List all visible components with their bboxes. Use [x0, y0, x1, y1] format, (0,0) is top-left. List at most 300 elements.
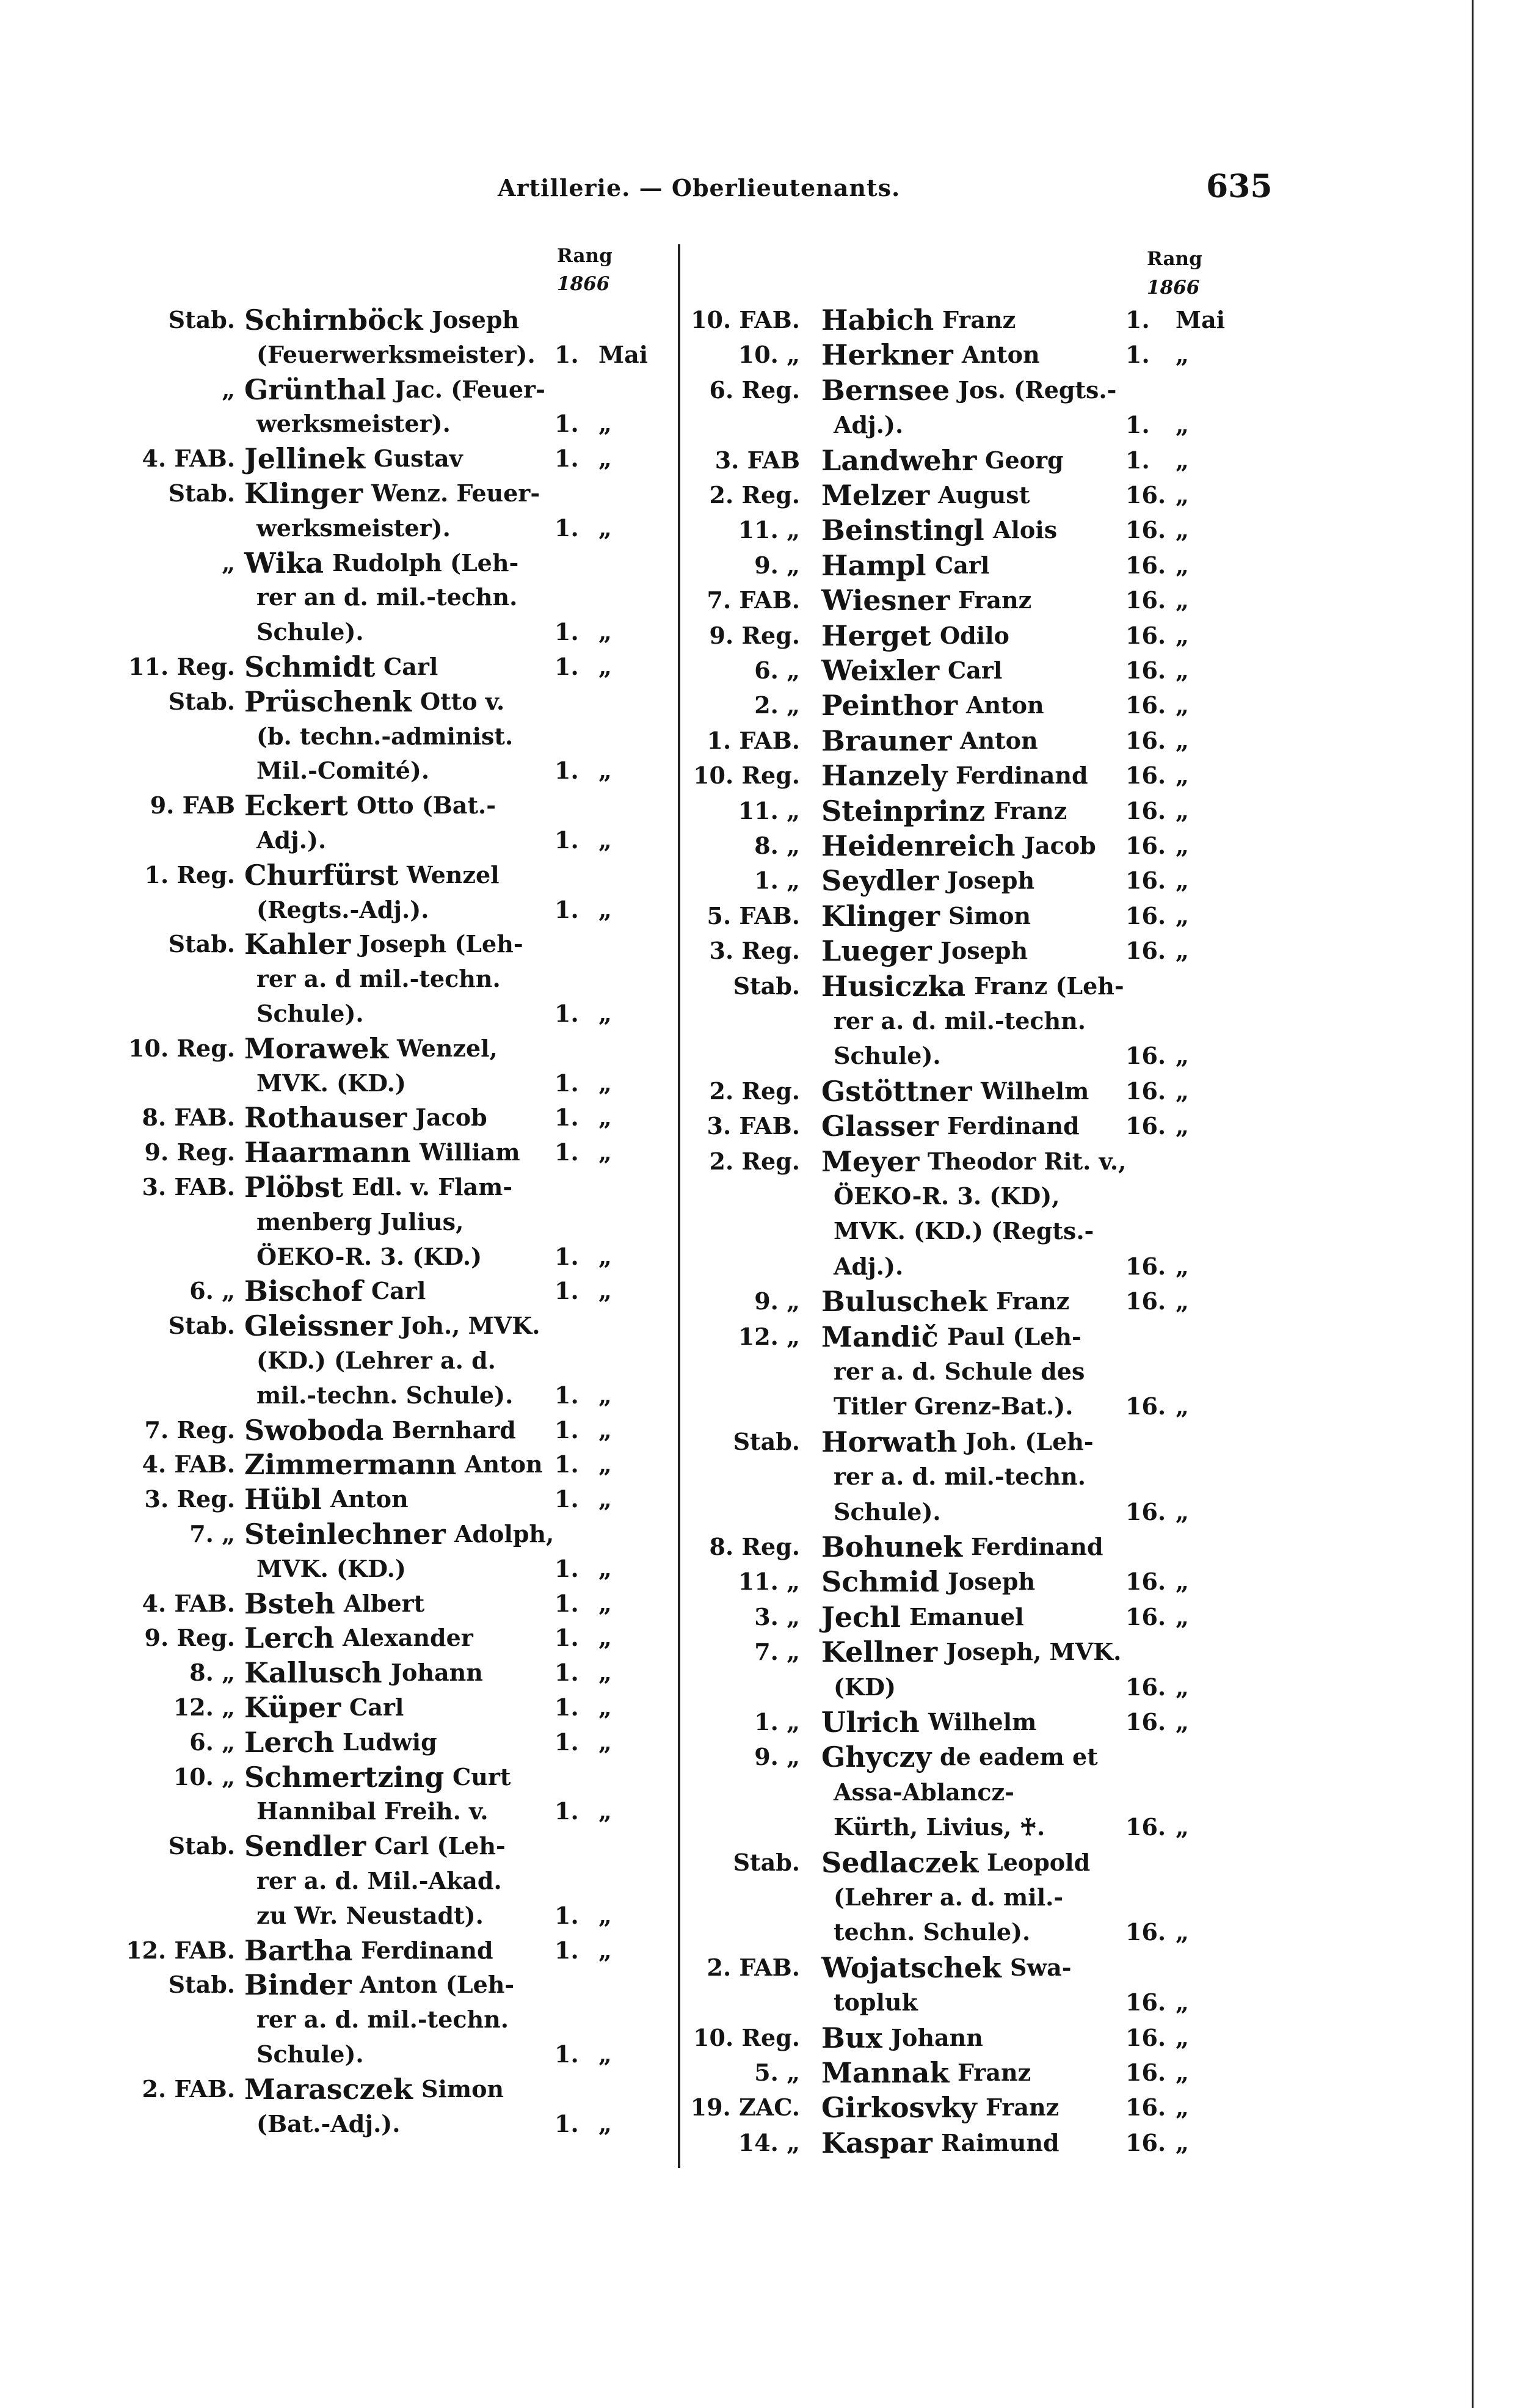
given-name: Wenzel, [397, 1034, 498, 1062]
rank-month: „ [1176, 621, 1189, 649]
rank-month: „ [1176, 1042, 1189, 1070]
continuation-text: Schule). [834, 1042, 941, 1070]
rank-month: „ [598, 1554, 612, 1582]
unit: 6. Reg. [709, 376, 800, 404]
unit: 5. FAB. [707, 901, 800, 929]
continuation-text: MVK. (KD.) [256, 1554, 406, 1582]
left-entry-row [110, 1552, 666, 1586]
right-entry-row [687, 829, 1234, 863]
unit: 4. FAB. [142, 445, 235, 473]
surname: Jellinek [244, 442, 366, 476]
unit: 9. Reg. [144, 1624, 235, 1652]
rank-day: 16. [1125, 1042, 1166, 1070]
left-entry-row [110, 1135, 666, 1169]
rank-day: 16. [1125, 1673, 1166, 1701]
rank-day: 16. [1125, 796, 1166, 824]
given-name: Franz [994, 796, 1067, 824]
unit: Stab. [168, 1312, 235, 1340]
rank-month: „ [598, 1450, 612, 1479]
unit: 2. Reg. [709, 481, 800, 509]
right-entry-row [687, 1495, 1234, 1529]
rank-month: „ [1176, 726, 1189, 754]
unit: Stab. [168, 306, 235, 333]
rank-month: „ [598, 1000, 612, 1027]
continuation-text: Schule). [256, 618, 364, 646]
given-name: August [938, 481, 1030, 509]
continuation-text: rer an d. mil.-techn. [256, 583, 518, 611]
left-entry-row [110, 1205, 666, 1239]
rank-month: „ [598, 1381, 612, 1409]
rank-month: „ [1176, 762, 1189, 790]
given-name: Anton [962, 341, 1040, 369]
right-entry-row [687, 1074, 1234, 1108]
left-entry-row [110, 1240, 666, 1274]
surname: Zimmermann [244, 1448, 457, 1482]
surname: Binder [244, 1968, 352, 2002]
rank-day: 16. [1125, 1112, 1166, 1140]
given-name: Ferdinand [956, 762, 1088, 790]
surname: Seydler [821, 864, 939, 898]
continuation-text: Hannibal Freih. v. [256, 1797, 489, 1825]
rank-month: „ [598, 1624, 612, 1652]
given-name: Otto v. [420, 687, 505, 715]
rank-day: 1. [1125, 341, 1150, 369]
given-name: de eadem et [940, 1743, 1098, 1771]
given-name: Alois [993, 516, 1058, 544]
given-name: Anton (Leh- [360, 1971, 515, 1999]
left-entry-row [110, 788, 666, 823]
rank-day: 16. [1125, 1988, 1166, 2017]
given-name: Carl [383, 653, 438, 680]
unit: 11. „ [738, 516, 800, 544]
rank-day: 16. [1125, 901, 1166, 929]
given-name: Rudolph (Leh- [332, 548, 519, 577]
rank-day: 1. [554, 1104, 579, 1132]
unit: 11. Reg. [128, 653, 235, 680]
continuation-text: techn. Schule). [834, 1918, 1031, 1946]
rank-month: „ [598, 1589, 612, 1617]
rank-month: „ [598, 757, 612, 785]
rank-day: 1. [554, 1277, 579, 1305]
unit: 1. Reg. [144, 860, 235, 889]
rank-day: 1. [554, 1381, 579, 1409]
surname: Schirnböck [244, 304, 423, 336]
continuation-text: (Regts.-Adj.). [256, 895, 429, 923]
right-entry-row [687, 338, 1234, 372]
left-entry-row [110, 1066, 666, 1100]
right-entry-row [687, 1249, 1234, 1284]
right-entry-row [687, 443, 1234, 478]
continuation-text: Adj.). [834, 1252, 904, 1280]
given-name: Jacob [1024, 832, 1096, 859]
surname: Klinger [244, 477, 363, 510]
rank-month: „ [598, 1104, 612, 1132]
left-entry-row [110, 1864, 666, 1898]
rank-month: „ [1176, 1287, 1189, 1315]
unit: 9. „ [754, 1743, 800, 1771]
unit: 12. „ [738, 1322, 800, 1350]
rank-day: 16. [1125, 1813, 1166, 1841]
right-entry-row [687, 1214, 1234, 1248]
surname: Mannak [821, 2056, 950, 2089]
surname: Glasser [821, 1110, 939, 1143]
continuation-text: werksmeister). [256, 410, 451, 438]
rank-day: 1. [554, 1728, 579, 1756]
continuation-text: werksmeister). [256, 514, 451, 542]
unit: Stab. [168, 1832, 235, 1860]
given-name: Curt [453, 1762, 511, 1791]
left-entry-row [110, 1621, 666, 1655]
right-entry-row [687, 1880, 1234, 1915]
unit: 7. „ [189, 1520, 235, 1548]
left-entry-row [110, 615, 666, 649]
given-name: Joseph [947, 867, 1035, 895]
left-entry-row [110, 1447, 666, 1482]
unit: Stab. [168, 479, 235, 507]
rank-day: 1. [554, 1485, 579, 1513]
rank-day: 1. [554, 410, 579, 438]
rank-month: „ [1176, 1673, 1189, 1701]
unit: Stab. [733, 972, 800, 1000]
right-entry-row [687, 1284, 1234, 1319]
rank-month: „ [1176, 1252, 1189, 1280]
given-name: Ferdinand [947, 1112, 1080, 1140]
surname: Beinstingl [821, 514, 984, 547]
rank-month: „ [1176, 446, 1189, 474]
rank-day: 1. [554, 1069, 579, 1097]
left-entry-row [110, 1933, 666, 1968]
unit: 2. „ [754, 691, 800, 719]
surname: Schmid [821, 1565, 939, 1599]
continuation-text: (Lehrer a. d. mil.- [834, 1883, 1064, 1911]
rank-month: „ [598, 1728, 612, 1756]
surname: Klinger [821, 899, 940, 933]
left-entry-row [110, 1170, 666, 1204]
surname: Girkosvky [821, 2091, 977, 2125]
given-name: Gustav [374, 445, 463, 473]
rank-month: Mai [598, 340, 649, 368]
unit: 8. Reg. [709, 1533, 800, 1560]
right-entry-row [687, 1530, 1234, 1564]
rank-day: 16. [1125, 867, 1166, 895]
given-name: Joseph [948, 1568, 1036, 1596]
rank-month: „ [1176, 691, 1189, 719]
unit: 7. FAB. [707, 586, 800, 614]
surname: Gstöttner [821, 1074, 972, 1108]
rank-day: 16. [1125, 1497, 1166, 1526]
rank-day: 1. [554, 2109, 579, 2137]
unit: 10. FAB. [691, 306, 800, 333]
rank-month: „ [1176, 1813, 1189, 1841]
given-name: Simon [421, 2075, 504, 2103]
surname: Weixler [821, 654, 940, 687]
rank-day: 1. [554, 514, 579, 542]
right-entry-row [687, 864, 1234, 898]
right-entry-row [687, 1144, 1234, 1179]
unit: 10. „ [738, 341, 800, 369]
rank-month: „ [598, 1693, 612, 1721]
unit: 14. „ [738, 2128, 800, 2156]
given-name: Georg [985, 446, 1064, 474]
unit: 7. „ [754, 1638, 800, 1666]
surname: Melzer [821, 479, 930, 512]
left-entry-row [110, 1760, 666, 1794]
unit: 1. „ [754, 1708, 800, 1736]
continuation-text: menberg Julius, [256, 1207, 464, 1235]
rank-day: 16. [1125, 2059, 1166, 2086]
right-entry-row [687, 1179, 1234, 1213]
rank-month: „ [598, 1797, 612, 1825]
rank-day: 1. [554, 1450, 579, 1479]
left-entry-row [110, 1517, 666, 1551]
unit: 12. „ [173, 1693, 235, 1721]
continuation-text: rer a. d. Schule des [834, 1358, 1085, 1385]
left-entry-row [110, 650, 666, 684]
continuation-text: Adj.). [834, 411, 904, 439]
left-column [110, 303, 666, 2184]
left-entry-row [110, 303, 666, 337]
rank-day: 16. [1125, 2093, 1166, 2122]
rank-day: 1. [554, 1138, 579, 1166]
left-entry-row [110, 858, 666, 892]
given-name: Wilhelm [928, 1708, 1037, 1736]
rank-month: „ [1176, 341, 1189, 369]
continuation-text: Schule). [256, 1000, 364, 1027]
given-name: Emanuel [909, 1602, 1024, 1631]
right-entry-row [687, 1004, 1234, 1038]
given-name: Jacob [415, 1104, 487, 1132]
rank-day: 16. [1125, 726, 1166, 754]
rank-day: 1. [554, 826, 579, 854]
left-entry-row [110, 1100, 666, 1135]
rank-month: „ [1176, 1918, 1189, 1946]
continuation-text: MVK. (KD.) [256, 1069, 406, 1097]
surname: Wiesner [821, 584, 950, 617]
rank-day: 1. [1125, 306, 1150, 333]
unit: 1. „ [754, 867, 800, 895]
given-name: Franz [958, 2059, 1031, 2086]
continuation-text: Schule). [256, 2040, 364, 2068]
given-name: Edl. v. Flam- [352, 1173, 513, 1201]
left-entry-row [110, 719, 666, 754]
rank-month: „ [1176, 832, 1189, 859]
left-entry-row [110, 1309, 666, 1343]
left-entry-row [110, 893, 666, 927]
rank-month: „ [598, 1416, 612, 1444]
rank-day: 16. [1125, 691, 1166, 719]
left-entry-row [110, 2037, 666, 2072]
right-entry-row [687, 2126, 1234, 2160]
surname: Lerch [244, 1725, 335, 1759]
surname: Brauner [821, 724, 952, 757]
unit: 8. „ [189, 1659, 235, 1687]
given-name: Joseph [940, 937, 1028, 965]
given-name: Franz [942, 306, 1016, 333]
column-divider [678, 244, 680, 2168]
surname: Jechl [821, 1600, 901, 1634]
continuation-text: rer a. d mil.-techn. [256, 965, 501, 993]
surname: Husiczka [821, 969, 966, 1003]
continuation-text: Adj.). [256, 826, 327, 854]
unit: 2. Reg. [709, 1147, 800, 1175]
given-name: Carl [349, 1693, 404, 1721]
left-entry-row [110, 511, 666, 545]
given-name: Joseph (Leh- [359, 930, 523, 958]
unit: 11. „ [738, 796, 800, 824]
rank-month: „ [1176, 1392, 1189, 1420]
rank-day: 1. [554, 1624, 579, 1652]
rank-day: 16. [1125, 1568, 1166, 1596]
surname: Rothauser [244, 1101, 407, 1135]
rank-month: „ [1176, 796, 1189, 824]
rank-day: 1. [554, 757, 579, 785]
rank-month: „ [598, 2040, 612, 2068]
left-entry-row [110, 1725, 666, 1759]
right-entry-row [687, 1600, 1234, 1634]
right-entry-row [687, 1775, 1234, 1810]
right-entry-row [687, 758, 1234, 793]
left-entry-row [110, 1829, 666, 1863]
surname: Sendler [244, 1830, 366, 1863]
left-rank-year: 1866 [557, 273, 610, 295]
unit: 2. Reg. [709, 1077, 800, 1105]
left-entry-row [110, 754, 666, 788]
rank-month: „ [598, 410, 612, 438]
right-entry-row [687, 969, 1234, 1003]
right-entry-row [687, 1109, 1234, 1143]
left-entry-row [110, 2107, 666, 2141]
unit: 9. „ [754, 551, 800, 579]
unit: 19. ZAC. [690, 2093, 800, 2122]
continuation-text: Mil.-Comité). [256, 757, 430, 785]
right-entry-row [687, 1320, 1234, 1354]
unit: 9. Reg. [144, 1138, 235, 1166]
left-entry-row [110, 927, 666, 961]
surname: Herget [821, 619, 931, 652]
rank-day: 16. [1125, 937, 1166, 965]
rank-day: 1. [554, 340, 579, 368]
given-name: Albert [344, 1589, 425, 1617]
rank-day: 16. [1125, 1708, 1166, 1736]
rank-day: 16. [1125, 1077, 1166, 1105]
rank-month: „ [1176, 2059, 1189, 2086]
surname: Lueger [821, 934, 932, 968]
given-name: Leopold [987, 1848, 1091, 1876]
continuation-text: (KD.) (Lehrer a. d. [256, 1347, 496, 1374]
continuation-text: mil.-techn. Schule). [256, 1381, 514, 1409]
given-name: Joseph, MVK. [946, 1638, 1122, 1666]
right-entry-row [687, 688, 1234, 722]
surname: Grünthal [244, 373, 387, 406]
surname: Plöbst [244, 1171, 344, 1204]
right-entry-row [687, 1670, 1234, 1704]
rank-month: „ [598, 1936, 612, 1964]
unit: 10. Reg. [693, 762, 800, 790]
left-entry-row [110, 1690, 666, 1725]
right-entry-row [687, 1740, 1234, 1774]
given-name: Franz [996, 1287, 1070, 1315]
given-name: Wilhelm [981, 1077, 1089, 1105]
rank-month: „ [1176, 2023, 1189, 2051]
surname: Sedlaczek [821, 1846, 979, 1879]
surname: Meyer [821, 1144, 920, 1178]
continuation-text: ÖEKO-R. 3. (KD.) [256, 1242, 482, 1270]
right-entry-row [687, 1039, 1234, 1073]
continuation-text: rer a. d. mil.-techn. [834, 1463, 1086, 1491]
unit: 7. Reg. [144, 1416, 235, 1444]
surname: Wika [244, 546, 324, 580]
unit: 3. Reg. [709, 937, 800, 965]
rank-day: 16. [1125, 2128, 1166, 2156]
rank-month: „ [598, 1242, 612, 1270]
right-entry-row [687, 2021, 1234, 2055]
given-name: Joh. (Leh- [965, 1427, 1094, 1455]
right-entry-row [687, 934, 1234, 968]
rank-day: 1. [554, 1936, 579, 1964]
unit: „ [222, 548, 235, 577]
right-entry-row [687, 583, 1234, 617]
rank-month: „ [1176, 2093, 1189, 2122]
given-name: Swa- [1010, 1953, 1072, 1981]
surname: Prüschenk [244, 685, 412, 718]
continuation-text: Assa-Ablancz- [834, 1778, 1014, 1806]
rank-day: 1. [554, 1797, 579, 1825]
continuation-text: rer a. d. Mil.-Akad. [256, 1867, 502, 1894]
rank-day: 16. [1125, 481, 1166, 509]
given-name: Franz (Leh- [974, 972, 1124, 1000]
unit: 1. FAB. [707, 726, 800, 754]
right-entry-row [687, 1846, 1234, 1880]
unit: 9. FAB [150, 791, 235, 820]
unit: 9. „ [754, 1287, 800, 1315]
right-entry-row [687, 1635, 1234, 1669]
rank-month: „ [1176, 1568, 1189, 1596]
given-name: Adolph, [454, 1520, 554, 1548]
page-edge-line [1472, 0, 1474, 2408]
given-name: Franz [986, 2093, 1060, 2122]
rank-month: „ [1176, 1497, 1189, 1526]
continuation-text: (Bat.-Adj.). [256, 2109, 401, 2137]
surname: Schmidt [244, 650, 376, 683]
surname: Habich [821, 304, 934, 336]
unit: 3. „ [754, 1602, 800, 1631]
unit: 4. FAB. [142, 1450, 235, 1479]
given-name: Raimund [941, 2128, 1060, 2156]
continuation-text: Titler Grenz-Bat.). [834, 1392, 1074, 1420]
surname: Bsteh [244, 1587, 335, 1620]
unit: 6. „ [754, 657, 800, 684]
unit: Stab. [168, 930, 235, 958]
rank-day: 16. [1125, 2023, 1166, 2051]
rank-day: 16. [1125, 762, 1166, 790]
left-entry-row [110, 1031, 666, 1066]
unit: „ [222, 375, 235, 403]
left-entry-row [110, 476, 666, 511]
unit: 3. FAB. [142, 1173, 235, 1201]
unit: Stab. [733, 1848, 800, 1876]
rank-day: 16. [1125, 1918, 1166, 1946]
right-entry-row [687, 794, 1234, 828]
left-entry-row [110, 1482, 666, 1516]
surname: Hanzely [821, 759, 948, 793]
rank-month: „ [1176, 551, 1189, 579]
given-name: Theodor Rit. v., [928, 1147, 1127, 1175]
given-name: Anton [966, 691, 1044, 719]
surname: Peinthor [821, 689, 958, 722]
rank-month: „ [598, 1138, 612, 1166]
rank-day: 1. [554, 618, 579, 646]
continuation-text: (b. techn.-administ. [256, 722, 514, 750]
